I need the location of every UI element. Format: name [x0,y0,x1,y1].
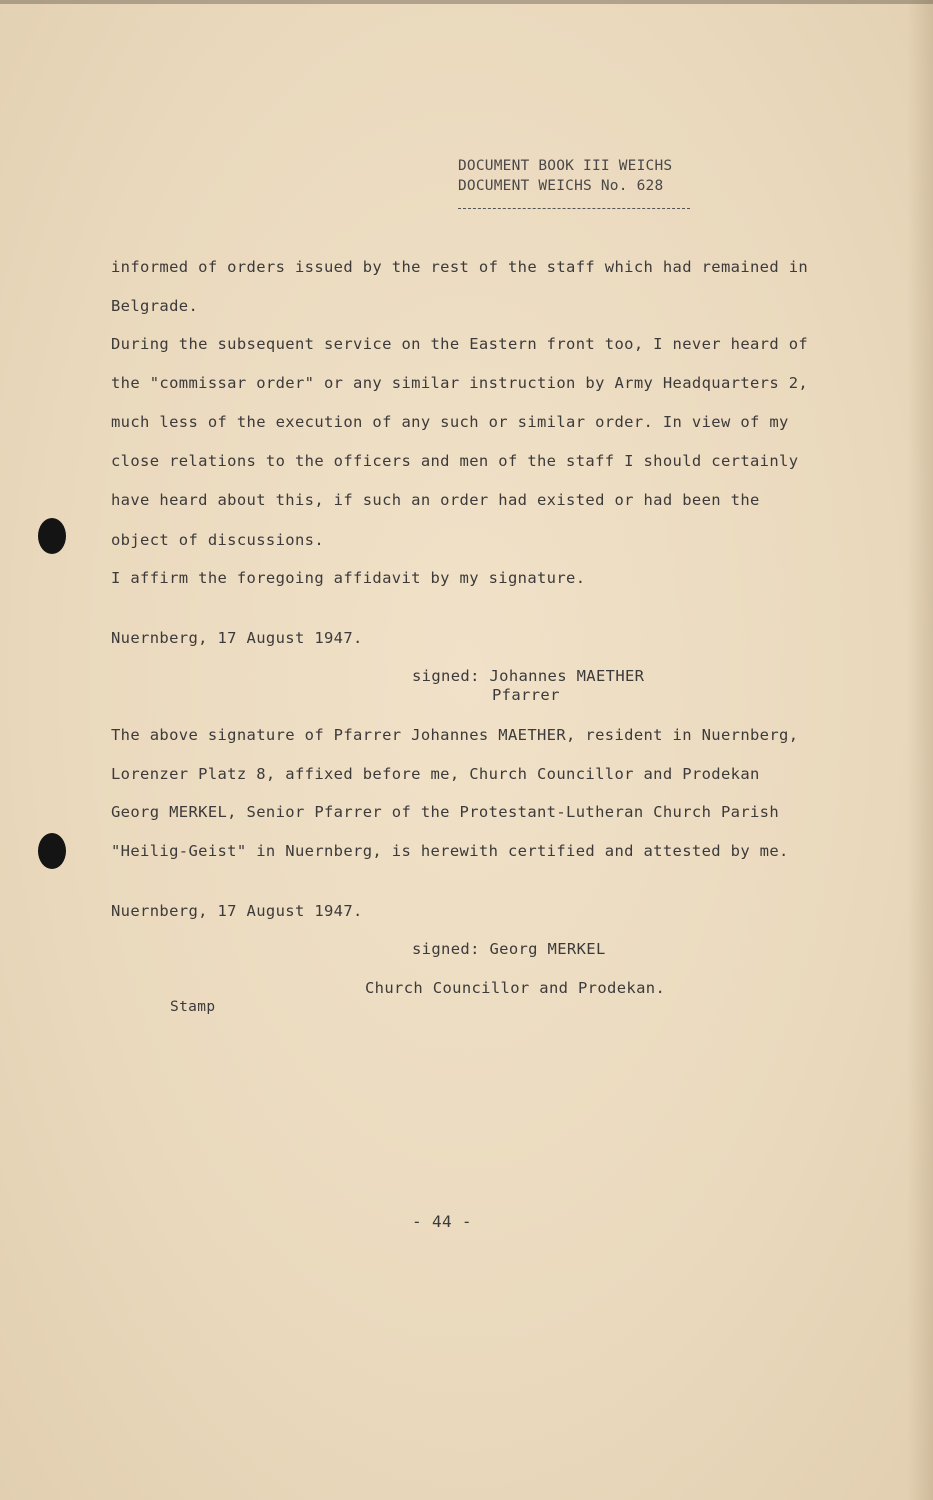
body-line: the "commissar order" or any similar instruction by Army Headquarters 2, [111,374,809,392]
page-number: - 44 - [412,1212,472,1231]
signature-line: signed: Georg MERKEL [412,940,606,958]
body-line: I affirm the foregoing affidavit by my signature. [111,569,586,587]
body-line: much less of the execution of any such or similar order. In view of my [111,413,789,431]
body-line: object of discussions. [111,531,324,549]
signature-title: Pfarrer [492,686,560,704]
body-line: Belgrade. [111,297,199,315]
punch-hole-bottom [38,833,66,869]
body-line: During the subsequent service on the Eastern front too, I never heard of [111,335,809,353]
signature-title: Church Councillor and Prodekan. [365,979,666,997]
body-line: informed of orders issued by the rest of the staff which had remained in [111,258,809,276]
page-top-edge [0,0,933,4]
place-date: Nuernberg, 17 August 1947. [111,902,363,920]
place-date: Nuernberg, 17 August 1947. [111,629,363,647]
document-book-heading: DOCUMENT BOOK III WEICHS [458,158,673,174]
page-right-edge-shadow [907,0,933,1500]
body-line: have heard about this, if such an order had existed or had been the [111,491,760,509]
signature-line: signed: Johannes MAETHER [412,667,645,685]
punch-hole-top [38,518,66,554]
certification-line: "Heilig-Geist" in Nuernberg, is herewith certified and attested by me. [111,842,789,860]
certification-line: Lorenzer Platz 8, affixed before me, Church Councillor and Prodekan [111,765,760,783]
body-line: close relations to the officers and men of the staff I should certainly [111,452,799,470]
certification-line: Georg MERKEL, Senior Pfarrer of the Protestant-Lutheran Church Parish [111,803,780,821]
header-underline [458,208,690,209]
stamp-label: Stamp [170,999,216,1015]
certification-line: The above signature of Pfarrer Johannes MAETHER, resident in Nuernberg, [111,726,799,744]
document-number-heading: DOCUMENT WEICHS No. 628 [458,178,664,194]
